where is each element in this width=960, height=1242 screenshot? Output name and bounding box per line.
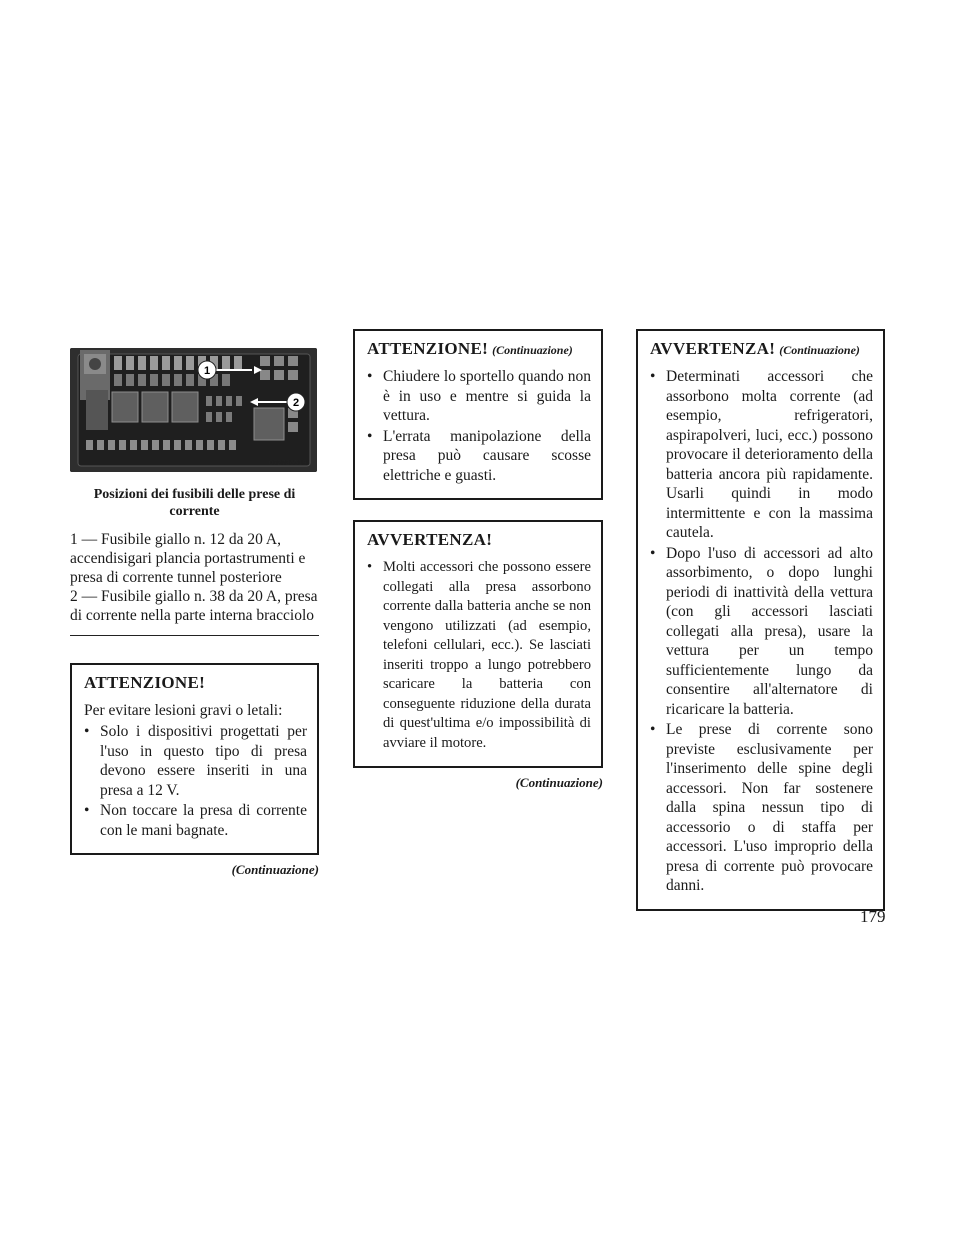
warning-item: • Solo i dispositivi progettati per l'uso in questo tipo di presa devono essere inseriti in una presa a 12 V. <box>84 722 307 800</box>
caution-continued-item: • Le prese di corrente sono previste esclusivamente per l'inserimento delle spine degli accessori. Non far sostenere dalla spina nessun tipo di accessorio o di staffa per accessori. L'uso improprio della presa di corrente può provocare danni. <box>650 720 873 896</box>
warning-continued-list <box>367 367 591 485</box>
caution-item: • Molti accessori che possono essere collegati alla presa assorbono corrente dalla batteria anche se non vengono utilizzati (ad esempio, telefoni cellulari, ecc.). Se lasciati inseriti troppo a lungo potrebbero scaricare la batteria con conseguente riduzione della durata di quest'ultima e/o impossibilità di avviare il motore. <box>367 558 591 753</box>
caution-continued-item: • Determinati accessori che assorbono molta corrente (ad esempio, refrigeratori, aspirapolveri, luci, ecc.) possono provocare il deterioramento della batteria ancora più rapidamente. Usarli quindi in modo intermittente e con la massima cautela. <box>650 367 873 543</box>
continued-label: (Continuazione) <box>231 862 319 877</box>
caution-continued-title <box>650 339 873 359</box>
middle-column <box>353 329 603 791</box>
warning-intro: Per evitare lesioni gravi o letali: <box>84 702 283 719</box>
warning-box <box>70 663 319 855</box>
warning-list <box>84 722 307 840</box>
warning-continued-item: • Chiudere lo sportello quando non è in uso e mentre si guida la vettura. <box>367 367 591 426</box>
warning-continued-item: • L'errata manipolazione della presa può causare scosse elettriche e guasti. <box>367 427 591 486</box>
page-number: 179 <box>860 907 886 926</box>
right-column <box>636 329 885 911</box>
warning-continued-title <box>367 339 591 359</box>
caution-title: AVVERTENZA! <box>367 530 493 549</box>
warning-continued-box <box>353 329 603 500</box>
continued-label: (Continuazione) <box>515 775 603 790</box>
left-column <box>70 348 319 878</box>
callout-2-label: 2 <box>292 397 300 409</box>
caution-list <box>367 558 591 753</box>
legend-item-1: 1 — Fusibile giallo n. 12 da 20 A, accendisigari plancia portastrumenti e presa di corrente tunnel posteriore <box>70 531 306 586</box>
warning-continued-heading: ATTENZIONE! <box>367 339 489 358</box>
caution-continued-box <box>636 329 885 911</box>
caution-continued-item: • Dopo l'uso di accessori ad alto assorbimento, o dopo lunghi periodi di inattività della vettura (con gli accessori lasciati collegati alla presa), usare la vettura per un tempo sufficientemente lungo da consentire all'alternatore di ricaricare la batteria. <box>650 544 873 720</box>
fuse-legend <box>70 530 319 625</box>
caution-continued-list <box>650 367 873 896</box>
warning-item: • Non toccare la presa di corrente con le mani bagnate. <box>84 801 307 840</box>
caution-continued-heading: AVVERTENZA! <box>650 339 776 358</box>
fuse-box-photo <box>70 348 317 472</box>
warning-continued-suffix: (Continuazione) <box>492 343 573 357</box>
figure-caption: Posizioni dei fusibili delle prese di corrente <box>93 487 296 519</box>
callout-1-label: 1 <box>203 365 211 377</box>
legend-item-2: 2 — Fusibile giallo n. 38 da 20 A, presa di corrente nella parte interna bracciolo <box>70 588 318 624</box>
warning-title: ATTENZIONE! <box>84 673 206 692</box>
caution-continued-suffix: (Continuazione) <box>779 343 860 357</box>
caution-box <box>353 520 603 768</box>
figure-code: 072736519 <box>269 460 307 467</box>
fuse-box-illustration <box>70 348 317 472</box>
section-divider <box>70 635 319 636</box>
